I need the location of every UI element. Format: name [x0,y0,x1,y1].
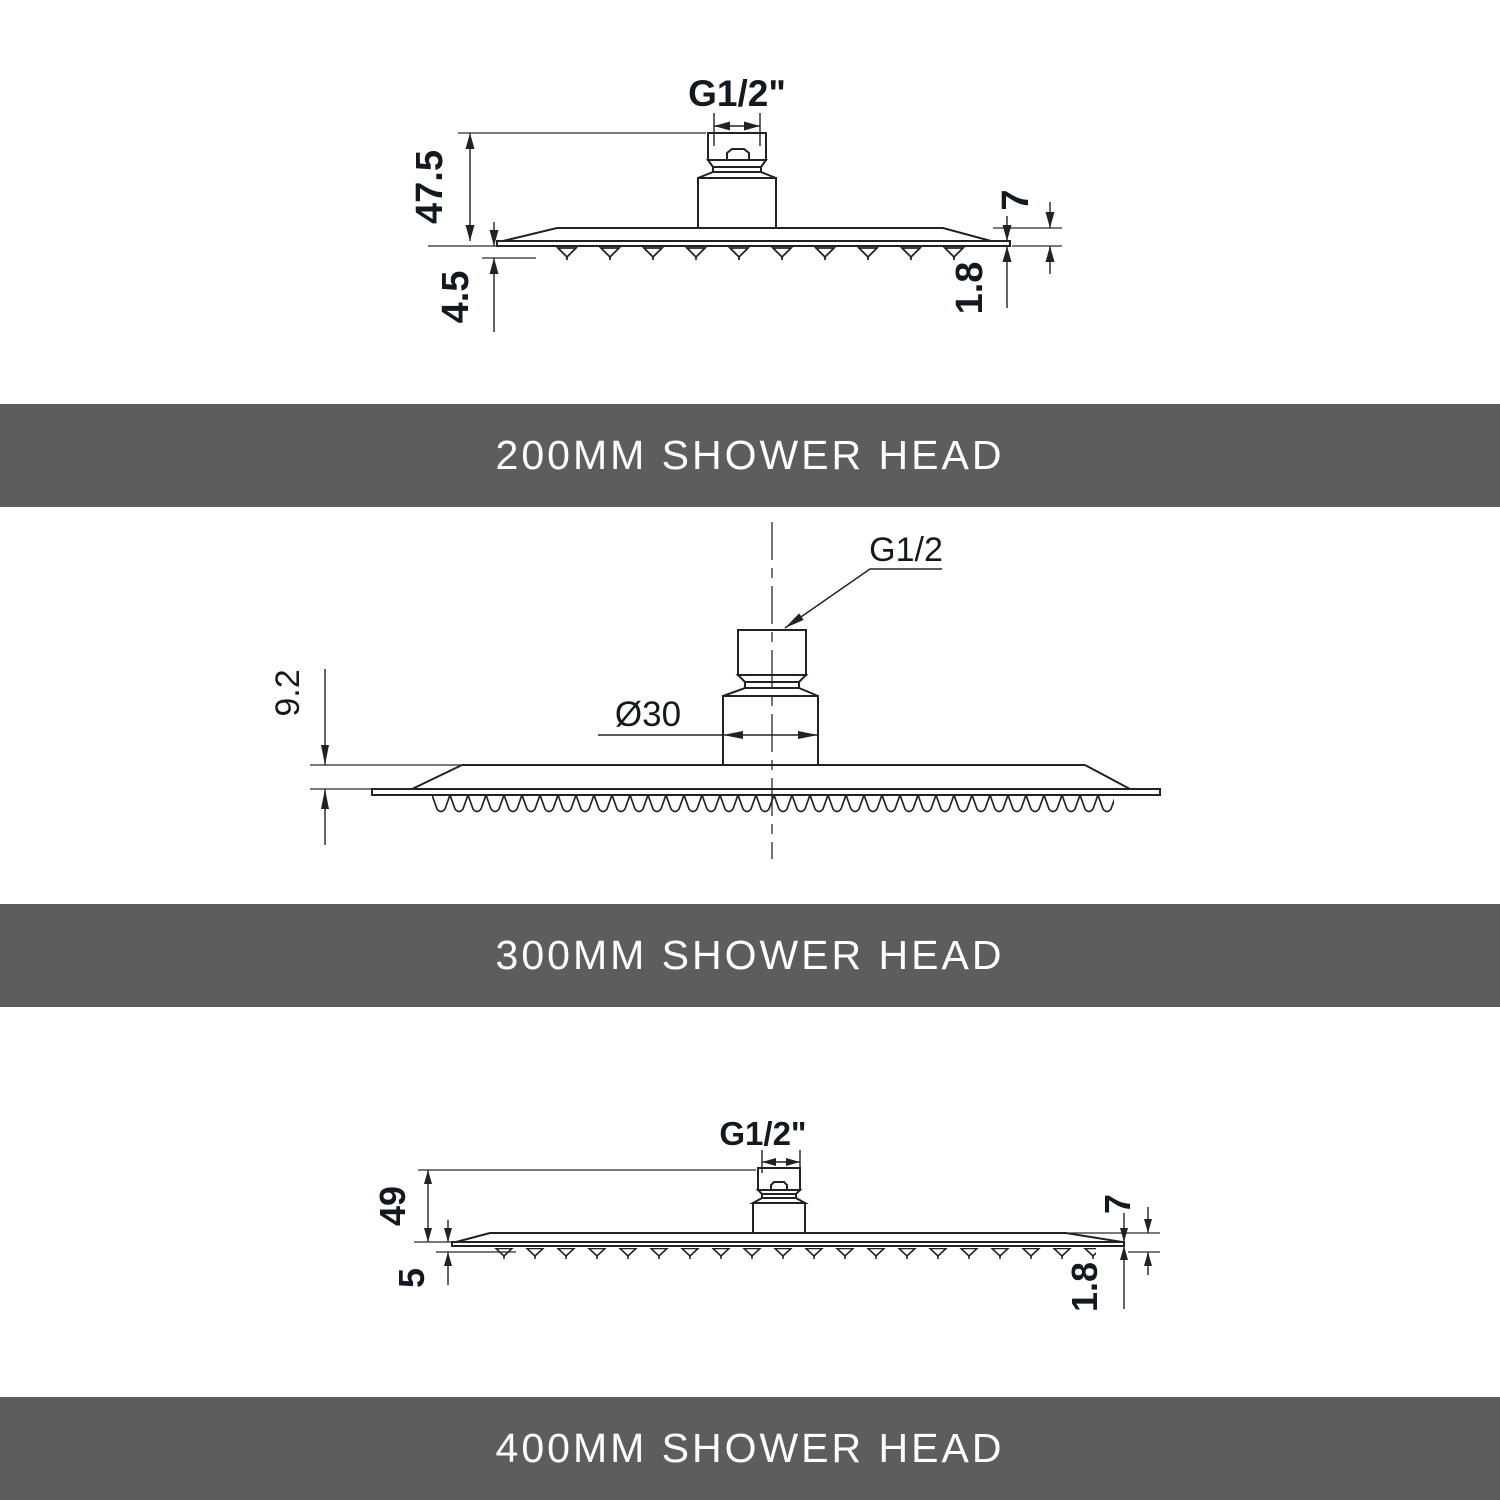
technical-drawing-200mm [0,0,1500,404]
dim-label-7: 7 [995,189,1037,211]
dim-label-9-2: 9.2 [269,669,307,717]
thread-size-label-200: G1/2" [688,73,786,114]
banner-300mm-label: 300MM SHOWER HEAD [495,932,1005,978]
technical-drawing-400mm [0,1007,1500,1397]
plate-rim [372,789,1160,795]
dimension-plate-height-300 [269,669,462,845]
dim-label-49: 49 [372,1185,413,1227]
dimension-overall-height-200 [409,133,706,241]
shower-head-profile-200 [497,228,1010,261]
technical-drawing-300mm [0,507,1500,904]
dimension-connector-diameter [598,695,818,735]
banner-300mm [0,904,1500,1007]
dimension-nozzle-depth-200 [428,222,540,332]
connector-stem-300 [723,630,818,765]
dim-label-d30: Ø30 [614,695,682,734]
shower-head-profile-300 [372,765,1160,815]
dim-label-5: 5 [391,1267,432,1289]
connector-stem-200 [698,133,776,228]
dim-label-1-8: 1.8 [1064,1261,1105,1313]
plate-rim [497,241,1010,246]
dim-label-4-5: 4.5 [435,270,477,324]
dim-label-7: 7 [1097,1193,1138,1215]
banner-400mm [0,1397,1500,1500]
dimension-plate-thickness-200 [949,216,1007,314]
plate-rim [452,1242,1124,1246]
connector-stem-400 [753,1168,805,1233]
shower-head-profile-400 [452,1233,1124,1260]
banner-200mm [0,404,1500,507]
thread-size-label-300: G1/2 [869,531,943,569]
stem-notch [771,1182,787,1190]
dimension-plate-thickness-400 [1064,1213,1124,1312]
leader-line [785,569,942,628]
nozzle-row [546,247,974,261]
thread-callout-300 [785,531,943,628]
dimension-edge-height-200 [993,189,1062,274]
thread-size-label-400: G1/2" [719,1115,807,1152]
stem-notch [727,149,749,160]
thread-extension-lines [714,113,760,146]
banner-400mm-label: 400MM SHOWER HEAD [495,1425,1005,1471]
dim-label-1-8: 1.8 [949,261,991,315]
nozzle-row [488,1248,1096,1260]
banner-200mm-label: 200MM SHOWER HEAD [495,432,1005,478]
nozzle-comb-row [432,795,1114,815]
dim-label-47-5: 47.5 [409,150,451,224]
dimension-overall-height-400 [372,1170,756,1242]
